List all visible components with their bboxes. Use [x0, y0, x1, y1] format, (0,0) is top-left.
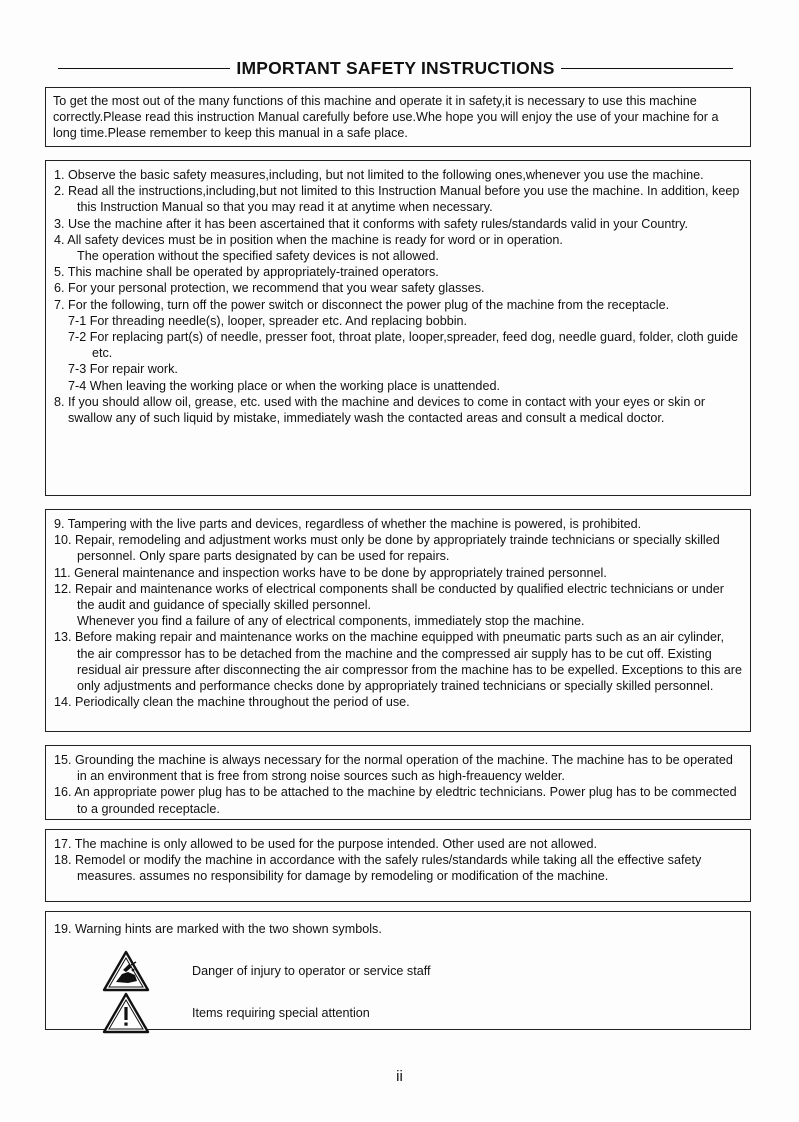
title-rule-left	[58, 68, 230, 69]
item-10: 10. Repair, remodeling and adjustment works must only be done by appropriately trainde technicians or specially skilled personnel. Only spare parts designated by can be used for repairs.	[54, 533, 720, 564]
item-12-continued: Whenever you find a failure of any of electrical components, immediately stop the machine.	[77, 614, 585, 629]
item-1: 1. Observe the basic safety measures,including, but not limited to the following ones,whenever you use the machine.	[54, 168, 704, 182]
hand-injury-warning-icon	[102, 950, 150, 992]
item-11: 11. General maintenance and inspection works have to be done by appropriately trained personnel.	[54, 565, 607, 580]
item-7-1: 7-1 For threading needle(s), looper, spreader etc. And replacing bobbin.	[68, 313, 468, 328]
item-8: 8. If you should allow oil, grease, etc. used with the machine and devices to come in contact with your eyes or skin or swallow any of such liquid by mistake, immediately wash the contacted areas and consult a medical doctor.	[54, 394, 706, 426]
item-12: 12. Repair and maintenance works of electrical components shall be conducted by qualified electric technicians or under the audit and guidance of specially skilled personnel.	[54, 581, 724, 613]
item-7-3: 7-3 For repair work.	[68, 362, 178, 377]
safety-box-1	[45, 160, 751, 496]
item-3: 3. Use the machine after it has been ascertained that it conforms with safety rules/standards valid in your Country.	[54, 216, 688, 231]
item-5: 5. This machine shall be operated by appropriately-trained operators.	[54, 265, 439, 280]
item-18: 18. Remodel or modify the machine in accordance with the safely rules/standards while taking all the effective safety measures. assumes no responsibility for damage by remodeling or modification of the machine.	[54, 853, 702, 884]
safety-box-5	[45, 911, 751, 1030]
item-19: 19. Warning hints are marked with the two shown symbols.	[54, 922, 382, 936]
title-row	[58, 56, 733, 80]
attention-symbol-row	[102, 992, 370, 1034]
safety-box-3	[45, 745, 751, 820]
page-number: ii	[396, 1068, 403, 1085]
title-rule-right	[561, 68, 733, 69]
attention-symbol-label: Items requiring special attention	[192, 1005, 370, 1020]
item-15: 15. Grounding the machine is always necessary for the normal operation of the machine. The machine has to be operated in an environment that is free from strong noise sources such as high-freauency welder.	[54, 753, 733, 784]
item-7: 7. For the following, turn off the power switch or disconnect the power plug of the machine from the receptacle.	[54, 297, 670, 312]
item-7-4: 7-4 When leaving the working place or when the working place is unattended.	[68, 378, 500, 393]
item-7-2: 7-2 For replacing part(s) of needle, presser foot, throat plate, looper,spreader, feed dog, needle guard, folder, cloth guide etc.	[68, 330, 738, 361]
danger-symbol-row	[102, 950, 430, 992]
item-2: 2. Read all the instructions,including,but not limited to this Instruction Manual before you use the machine. In addition, keep this Instruction Manual so that you may read it at anytime when necessary.	[54, 184, 740, 215]
item-13: 13. Before making repair and maintenance works on the machine equipped with pneumatic parts such as an air cylinder, the air compressor has to be detached from the machine and the compressed air supply has to be cut off. Existing residual air pressure after disconnecting the air compressor from the machine has to be expelled. Exceptions to this are only adjustments and performance checks done by appropriately trained technicians or specially skilled personnel.	[54, 630, 743, 694]
page-title: IMPORTANT SAFETY INSTRUCTIONS	[236, 57, 555, 78]
item-16: 16. An appropriate power plug has to be attached to the machine by eledtric technicians. Power plug has to be commected to a grounded receptacle.	[54, 785, 737, 816]
intro-text: To get the most out of the many functions of this machine and operate it in safety,it is necessary to use this machine correctly.Please read this instruction Manual carefully before use.Whe hope you will enjoy the use of your machine for a long time.Please remember to keep this manual in a safe place.	[53, 94, 719, 141]
safety-box-4	[45, 829, 751, 902]
item-4-continued: The operation without the specified safety devices is not allowed.	[77, 249, 439, 264]
danger-symbol-label: Danger of injury to operator or service staff	[192, 963, 431, 978]
intro-box	[45, 87, 751, 147]
item-4: 4. All safety devices must be in position when the machine is ready for word or in operation.	[54, 232, 563, 247]
item-9: 9. Tampering with the live parts and devices, regardless of whether the machine is powered, is prohibited.	[54, 517, 642, 531]
item-6: 6. For your personal protection, we recommend that you wear safety glasses.	[54, 281, 485, 296]
safety-box-2	[45, 509, 751, 732]
item-17: 17. The machine is only allowed to be used for the purpose intended. Other used are not allowed.	[54, 837, 598, 851]
exclamation-warning-icon	[102, 992, 150, 1034]
item-14: 14. Periodically clean the machine throughout the period of use.	[54, 695, 410, 710]
